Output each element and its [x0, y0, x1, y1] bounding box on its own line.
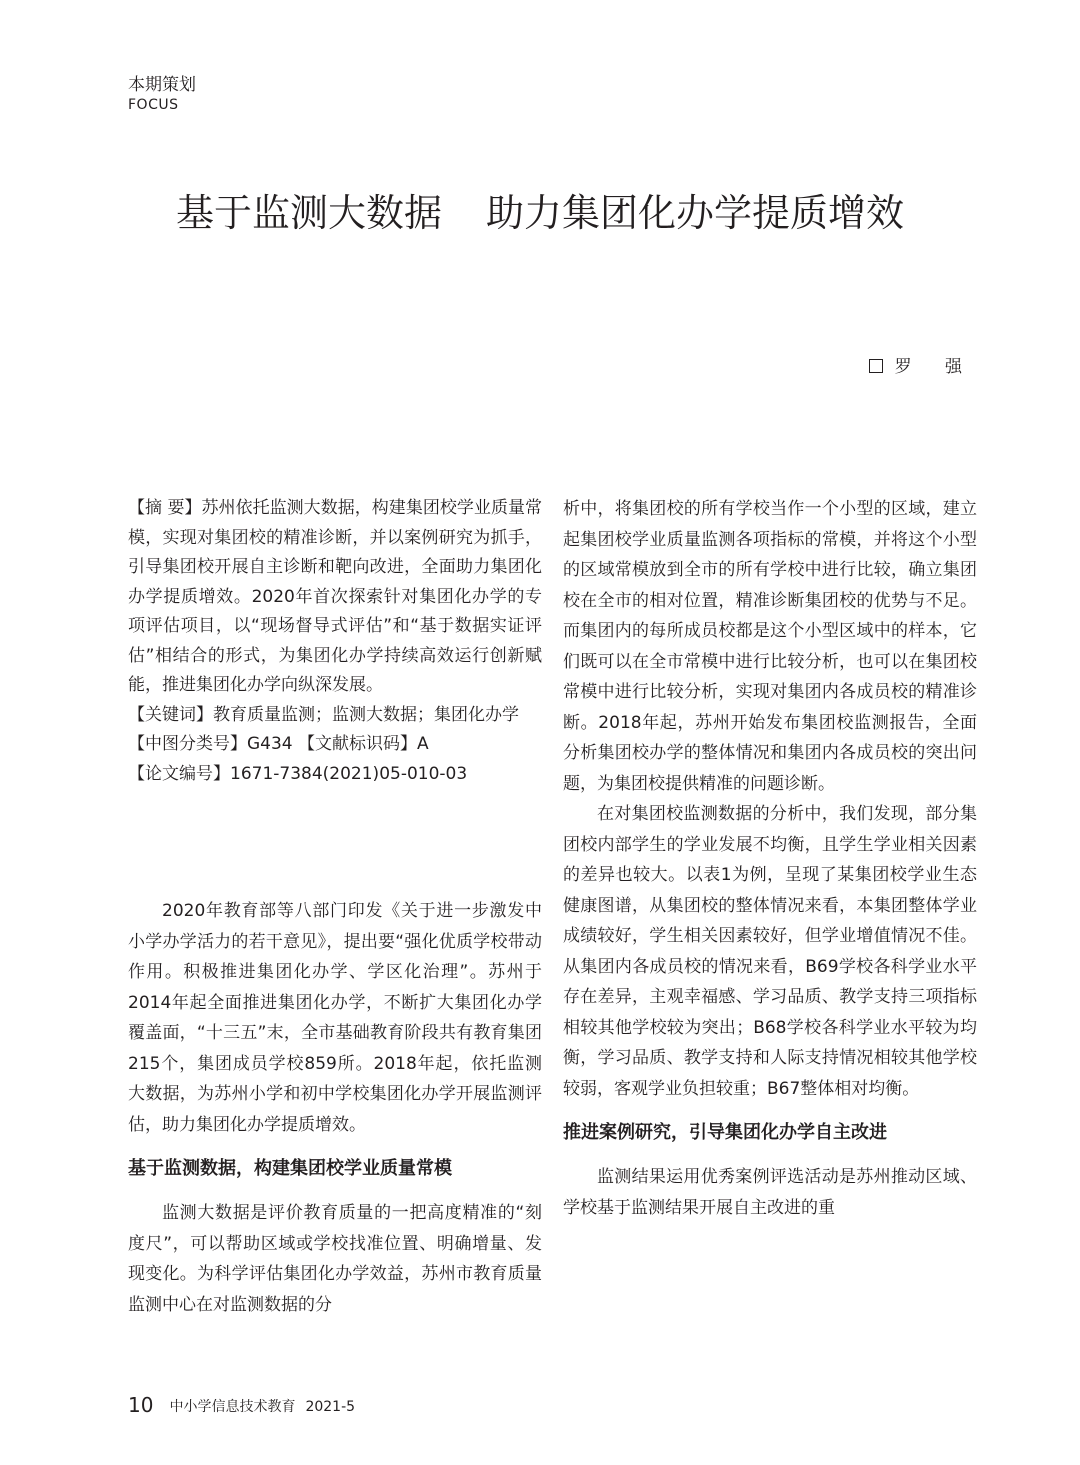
- body-paragraph: 2020年教育部等八部门印发《关于进一步激发中小学办学活力的若干意见》，提出要“强化优质学校带动作用。积极推进集团化办学、学区化治理”。苏州于2014年起全面推进集团化办学，不断扩大集团化办学覆盖面，“十三五”末，全市基础教育阶段共有教育集团215个，集团成员学校859所。2018年起，依托监测大数据，为苏州小学和初中学校集团化办学开展监测评估，助力集团化办学提质增效。: [128, 901, 542, 1135]
- section-label-en: FOCUS: [128, 97, 179, 113]
- classification-codes: 【中图分类号】G434 【文献标识码】A: [128, 734, 429, 754]
- keywords: 【关键词】教育质量监测；监测大数据；集团化办学: [128, 704, 519, 725]
- body-paragraph: 监测大数据是评价教育质量的一把高度精准的“刻度尺”，可以帮助区域或学校找准位置、明确增量、发现变化。为科学评估集团化办学效益，苏州市教育质量监测中心在对监测数据的分: [128, 1203, 542, 1315]
- author-name: 罗 强: [894, 357, 976, 377]
- section-heading-1: 基于监测数据，构建集团校学业质量常模: [128, 1158, 452, 1179]
- body-paragraph: 在对集团校监测数据的分析中，我们发现，部分集团校内部学生的学业发展不均衡，且学生学业相关因素的差异也较大。以表1为例，呈现了某集团校学业生态健康图谱，从集团校的整体情况来看，本集团整体学业成绩较好，学生相关因素较好，但学业增值情况不佳。从集团内各成员校的情况来看，B69学校各科学业水平存在差异，主观幸福感、学习品质、教学支持三项指标相较其他学校较为突出；B68学校各科学业水平较为均衡，学习品质、教学支持和人际支持情况相较其他学校较弱，客观学业负担较重；B67整体相对均衡。: [563, 804, 977, 1099]
- abstract-text: 【摘 要】苏州依托监测大数据，构建集团校学业质量常模，实现对集团校的精准诊断，并以案例研究为抓手，引导集团校开展自主诊断和靶向改进，全面助力集团化办学提质增效。2020年首次探索针对集团化办学的专项评估项目，以“现场督导式评估”和“基于数据实证评估”相结合的形式，为集团化办学持续高效运行创新赋能，推进集团化办学向纵深发展。: [128, 498, 542, 695]
- journal-issue: 2021-5: [305, 1399, 356, 1415]
- square-bullet-icon: [869, 359, 883, 373]
- title-part-2: 助力集团化办学提质增效: [486, 191, 905, 235]
- author-line: [869, 356, 976, 378]
- body-paragraph: 监测结果运用优秀案例评选活动是苏州推动区域、学校基于监测结果开展自主改进的重: [563, 1167, 977, 1218]
- section-label: [128, 74, 196, 114]
- page-footer: [128, 1394, 355, 1418]
- title-part-1: 基于监测大数据: [175, 191, 442, 235]
- section-heading-2: 推进案例研究，引导集团化办学自主改进: [563, 1122, 887, 1143]
- journal-name: 中小学信息技术教育: [169, 1399, 296, 1415]
- article-number: 【论文编号】1671-7384(2021)05-010-03: [128, 763, 468, 784]
- body-column-left: [128, 896, 542, 1320]
- article-title: [0, 188, 1080, 238]
- body-paragraph-continued: 析中，将集团校的所有学校当作一个小型的区域，建立起集团校学业质量监测各项指标的常模，并将这个小型的区域常模放到全市的所有学校中进行比较，确立集团校在全市的相对位置，精准诊断集团校的优势与不足。而集团内的每所成员校都是这个小型区域中的样本，它们既可以在全市常模中进行比较分析，也可以在集团校常模中进行比较分析，实现对集团内各成员校的精准诊断。2018年起，苏州开始发布集团校监测报告，全面分析集团校办学的整体情况和集团内各成员校的突出问题，为集团校提供精准的问题诊断。: [563, 499, 977, 794]
- page-number: 10: [128, 1393, 154, 1417]
- body-column-right: [563, 494, 977, 1223]
- section-label-cn: 本期策划: [128, 75, 196, 95]
- abstract-block: [128, 494, 542, 789]
